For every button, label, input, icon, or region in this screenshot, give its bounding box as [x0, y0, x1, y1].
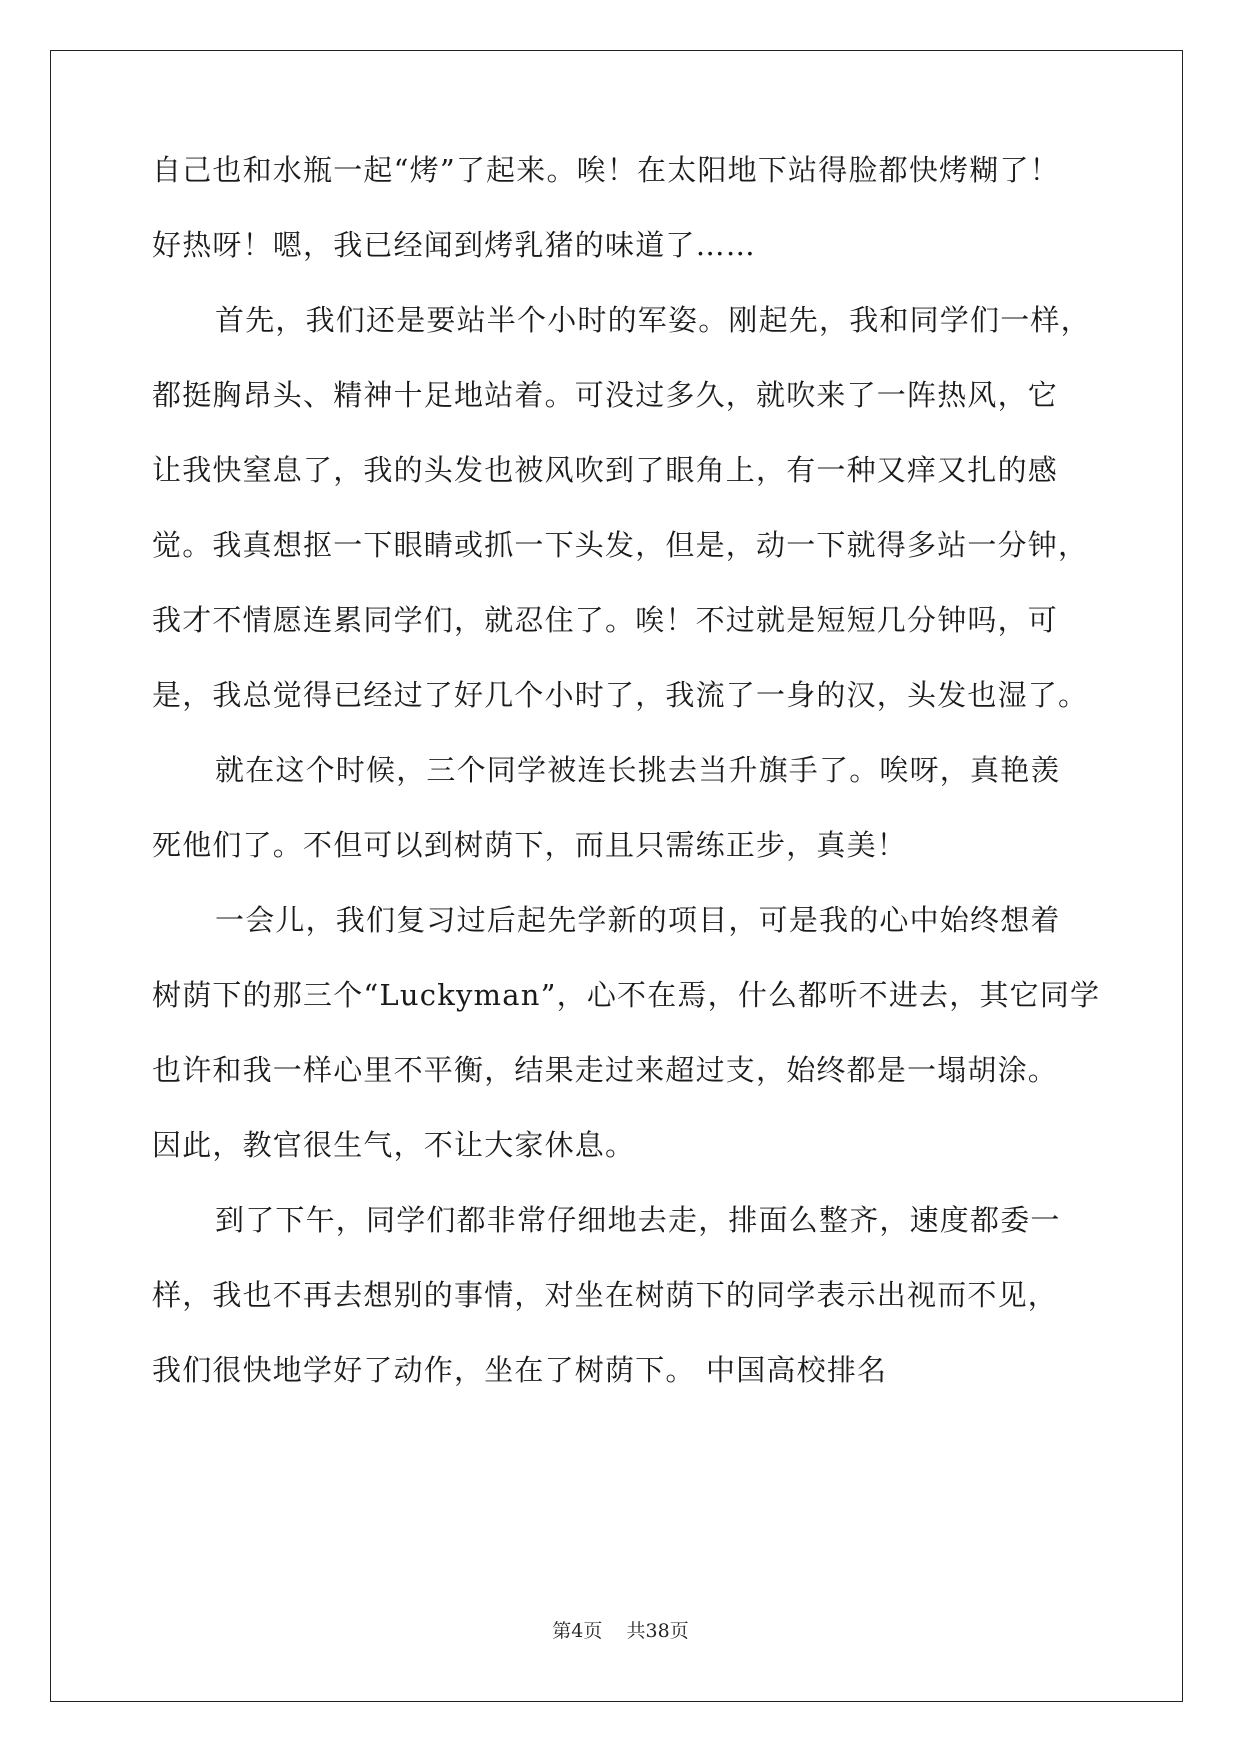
text-line-12: 树荫下的那三个“Luckyman”，心不在焉，什么都听不进去，其它同学 [152, 978, 1101, 1012]
text-line-7: 我才不情愿连累同学们，就忍住了。唉！不过就是短短几分钟吗，可 [152, 603, 1059, 637]
text-line-13: 也许和我一样心里不平衡，结果走过来超过支，始终都是一塌胡涂。 [152, 1053, 1059, 1087]
text-line-15: 到了下午，同学们都非常仔细地去走，排面么整齐，速度都委一 [215, 1203, 1061, 1237]
page-border [50, 50, 1183, 1702]
text-line-11: 一会儿，我们复习过后起先学新的项目，可是我的心中始终想着 [215, 903, 1061, 937]
text-line-8: 是，我总觉得已经过了好几个小时了，我流了一身的汉，头发也湿了。 [152, 678, 1089, 712]
text-line-1: 自己也和水瓶一起“烤”了起来。唉！在太阳地下站得脸都快烤糊了！ [152, 153, 1060, 187]
text-line-5: 让我快窒息了，我的头发也被风吹到了眼角上，有一种又痒又扎的感 [152, 453, 1059, 487]
text-line-2: 好热呀！嗯，我已经闻到烤乳猪的味道了…… [152, 228, 757, 262]
text-line-4: 都挺胸昂头、精神十足地站着。可没过多久，就吹来了一阵热风，它 [152, 378, 1059, 412]
text-line-14: 因此，教官很生气，不让大家休息。 [152, 1128, 636, 1162]
text-line-3: 首先，我们还是要站半个小时的军姿。刚起先，我和同学们一样， [215, 303, 1091, 337]
page-number-footer: 第4页 共38页 [552, 1620, 689, 1642]
text-line-17: 我们很快地学好了动作，坐在了树荫下。 中国高校排名 [152, 1353, 888, 1387]
text-line-10: 死他们了。不但可以到树荫下，而且只需练正步，真美！ [152, 828, 908, 862]
text-line-9: 就在这个时候，三个同学被连长挑去当升旗手了。唉呀，真艳羡 [215, 753, 1061, 787]
text-line-6: 觉。我真想抠一下眼睛或抓一下头发，但是，动一下就得多站一分钟， [152, 528, 1089, 562]
text-line-16: 样，我也不再去想别的事情，对坐在树荫下的同学表示出视而不见， [152, 1278, 1059, 1312]
